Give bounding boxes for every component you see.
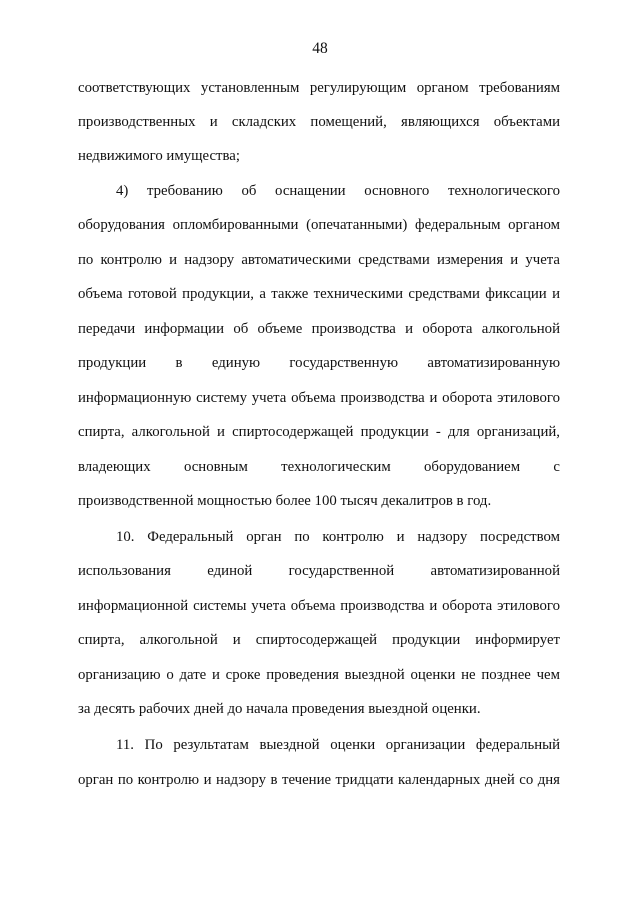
text-line: передачи информации об объеме производства и оборота алкогольной [78, 321, 560, 337]
text-line: за десять рабочих дней до начала проведения выездной оценки. [78, 701, 481, 717]
text-line: владеющих основным технологическим оборудованием с [78, 459, 560, 475]
text-line: информационную систему учета объема производства и оборота этилового [78, 390, 560, 406]
text-line: 4) требованию об оснащении основного технологического [116, 183, 560, 199]
text-line: производственных и складских помещений, являющихся объектами [78, 114, 560, 130]
text-line: оборудования опломбированными (опечатанными) федеральным органом [78, 217, 560, 233]
text-line: использования единой государственной автоматизированной [78, 563, 560, 579]
text-line: соответствующих установленным регулирующим органом требованиям [78, 80, 560, 96]
text-line: 10. Федеральный орган по контролю и надзору посредством [116, 529, 560, 545]
text-line: организацию о дате и сроке проведения выездной оценки не позднее чем [78, 667, 560, 683]
page-number: 48 [312, 40, 328, 57]
text-line: орган по контролю и надзору в течение тридцати календарных дней со дня [78, 772, 560, 788]
text-line: информационной системы учета объема производства и оборота этилового [78, 598, 560, 614]
text-line: продукции в единую государственную автоматизированную [78, 355, 560, 371]
text-line: по контролю и надзору автоматическими средствами измерения и учета [78, 252, 560, 268]
text-line: спирта, алкогольной и спиртосодержащей продукции - для организаций, [78, 424, 560, 440]
text-line: спирта, алкогольной и спиртосодержащей продукции информирует [78, 632, 560, 648]
text-line: недвижимого имущества; [78, 148, 240, 164]
text-line: 11. По результатам выездной оценки организации федеральный [116, 737, 560, 753]
text-line: производственной мощностью более 100 тысяч декалитров в год. [78, 493, 492, 509]
text-line: объема готовой продукции, а также техническими средствами фиксации и [78, 286, 560, 302]
